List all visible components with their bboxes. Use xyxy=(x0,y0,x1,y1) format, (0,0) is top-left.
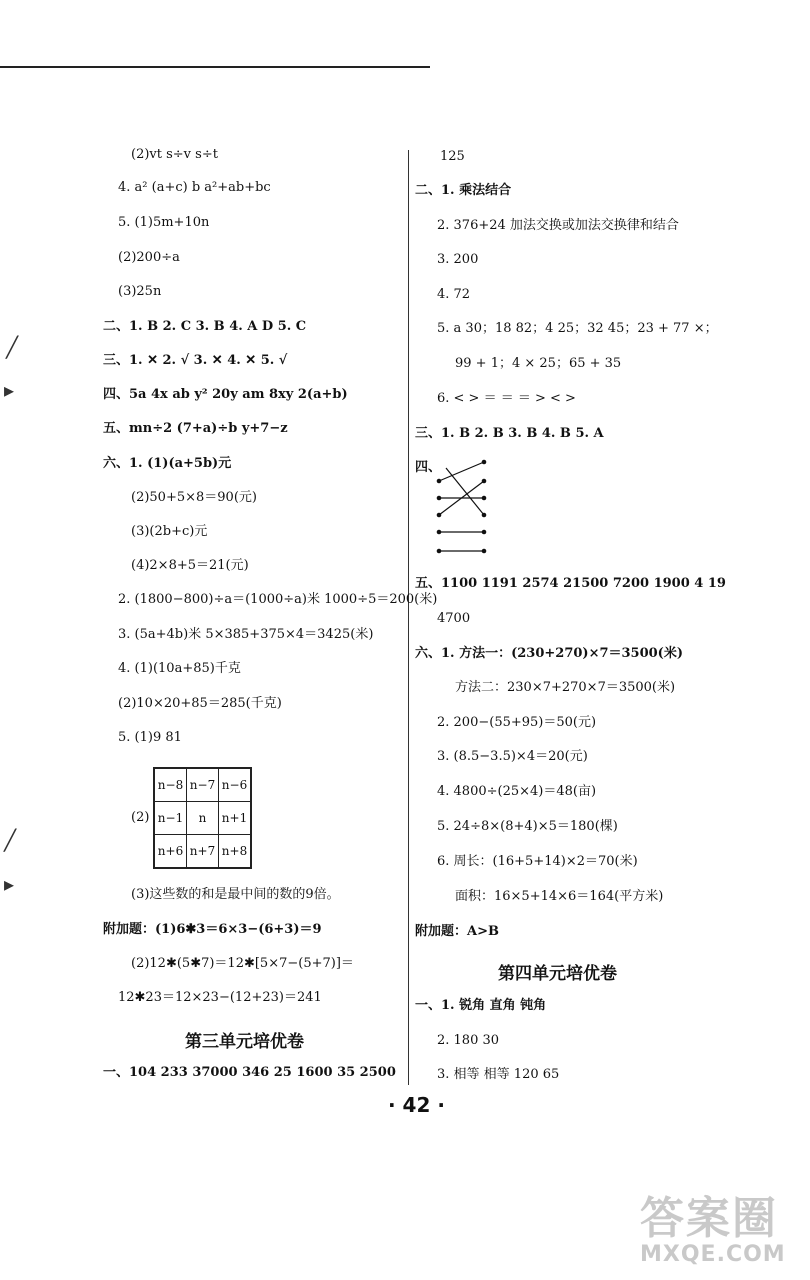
answer-line: 99 + 1；4 × 25；65 + 35 xyxy=(455,356,622,371)
answer-line: (2)200÷a xyxy=(118,250,180,265)
answer-line: 附加题：(1)6✱3＝6×3−(6+3)＝9 xyxy=(103,922,322,937)
answer-line: 5. (1)5m+10n xyxy=(118,215,210,230)
answer-line: (2)10×20+85＝285(千克) xyxy=(118,696,282,711)
answer-line: (3)25n xyxy=(118,284,162,299)
answer-line: 6. 周长：(16+5+14)×2＝70(米) xyxy=(437,854,638,869)
answer-line: 6. < > ＝ ＝ ＝ > < > xyxy=(437,391,576,406)
answer-line: (2)50+5×8＝90(元) xyxy=(131,490,257,505)
answer-line: 2. (1800−800)÷a＝(1000÷a)米 1000÷5＝200(米) xyxy=(118,592,438,607)
watermark-logo xyxy=(640,1195,800,1275)
number-grid xyxy=(153,767,252,869)
answer-line: 六、1. (1)(a+5b)元 xyxy=(103,456,232,471)
answer-line: 五、mn÷2 (7+a)÷b y+7−z xyxy=(103,421,288,436)
grid-cell: n xyxy=(187,802,219,835)
answer-line: 五、1100 1191 2574 21500 7200 1900 4 19 xyxy=(415,576,726,591)
answer-line: (3)这些数的和是最中间的数的9倍。 xyxy=(131,887,340,902)
answer-line: 六、1. 方法一：(230+270)×7＝3500(米) xyxy=(415,646,683,661)
match-line xyxy=(439,462,484,481)
answer-line: 4700 xyxy=(437,611,471,626)
scan-mark: ▸ xyxy=(4,378,15,402)
answer-line: 4. 72 xyxy=(437,287,471,302)
answer-line: 二、1. B 2. C 3. B 4. A D 5. C xyxy=(103,319,307,334)
answer-line: 3. (8.5−3.5)×4＝20(元) xyxy=(437,749,588,764)
grid-cell: n−7 xyxy=(187,768,219,802)
answer-line: 3. 相等 相等 120 65 xyxy=(437,1067,560,1082)
grid-cell: n−6 xyxy=(219,768,252,802)
answer-line: 三、1. ✕ 2. √ 3. ✕ 4. ✕ 5. √ xyxy=(103,353,288,368)
watermark-text-en: MXQE.COM xyxy=(640,1242,786,1267)
answer-line: 面积：16×5+14×6＝164(平方米) xyxy=(455,889,664,904)
scan-mark: ╱ xyxy=(6,335,19,359)
answer-line: 四、5a 4x ab y² 20y am 8xy 2(a+b) xyxy=(103,387,348,402)
answer-line: 4. 4800÷(25×4)＝48(亩) xyxy=(437,784,597,799)
answer-line: 三、1. B 2. B 3. B 4. B 5. A xyxy=(415,426,604,441)
answer-line: 一、104 233 37000 346 25 1600 35 2500 xyxy=(103,1065,396,1080)
grid-cell: n+7 xyxy=(187,835,219,869)
section-title-unit4: 第四单元培优卷 xyxy=(498,964,617,984)
match-line xyxy=(446,468,484,515)
grid-cell: n+1 xyxy=(219,802,252,835)
answer-line: 12✱23＝12×23−(12+23)＝241 xyxy=(118,990,322,1005)
scan-mark: ▸ xyxy=(4,872,15,896)
grid-label: (2) xyxy=(131,810,150,825)
answer-line: (4)2×8+5＝21(元) xyxy=(131,558,249,573)
section-title-unit3: 第三单元培优卷 xyxy=(185,1032,304,1052)
grid-cell: n−8 xyxy=(154,768,187,802)
answer-line: 3. (5a+4b)米 5×385+375×4＝3425(米) xyxy=(118,627,374,642)
matching-lines-diagram xyxy=(432,456,492,556)
answer-line: 四、 xyxy=(415,460,442,475)
grid-cell: n+8 xyxy=(219,835,252,869)
answer-line: 5. a 30；18 82；4 25；32 45；23 + 77 ×； xyxy=(437,321,718,336)
answer-line: 一、1. 锐角 直角 钝角 xyxy=(415,998,547,1013)
answer-line: 3. 200 xyxy=(437,252,479,267)
column-divider xyxy=(408,150,409,1085)
scan-mark: ╱ xyxy=(4,828,17,852)
grid-cell: n+6 xyxy=(154,835,187,869)
answer-line: 5. (1)9 81 xyxy=(118,730,182,745)
answer-line: 2. 376+24 加法交换或加法交换律和结合 xyxy=(437,218,679,233)
answer-line: 125 xyxy=(440,149,465,164)
answer-line: 附加题：A>B xyxy=(415,924,499,939)
answer-line: 5. 24÷8×(8+4)×5＝180(棵) xyxy=(437,819,618,834)
page-number: · 42 · xyxy=(388,1093,445,1117)
answer-line: 方法二：230×7+270×7＝3500(米) xyxy=(455,680,676,695)
answer-line: 4. (1)(10a+85)千克 xyxy=(118,661,241,676)
answer-line: 二、1. 乘法结合 xyxy=(415,183,512,198)
answer-line: (2)12✱(5✱7)＝12✱[5×7−(5+7)]＝ xyxy=(131,956,354,971)
grid-cell: n−1 xyxy=(154,802,187,835)
answer-line: 4. a² (a+c) b a²+ab+bc xyxy=(118,180,271,195)
answer-line: (3)(2b+c)元 xyxy=(131,524,208,539)
top-rule xyxy=(0,66,430,68)
answer-line: 2. 200−(55+95)＝50(元) xyxy=(437,715,597,730)
watermark-text-cn: 答案圈 xyxy=(640,1193,778,1244)
answer-line: (2)vt s÷v s÷t xyxy=(131,147,218,162)
answer-line: 2. 180 30 xyxy=(437,1033,500,1048)
